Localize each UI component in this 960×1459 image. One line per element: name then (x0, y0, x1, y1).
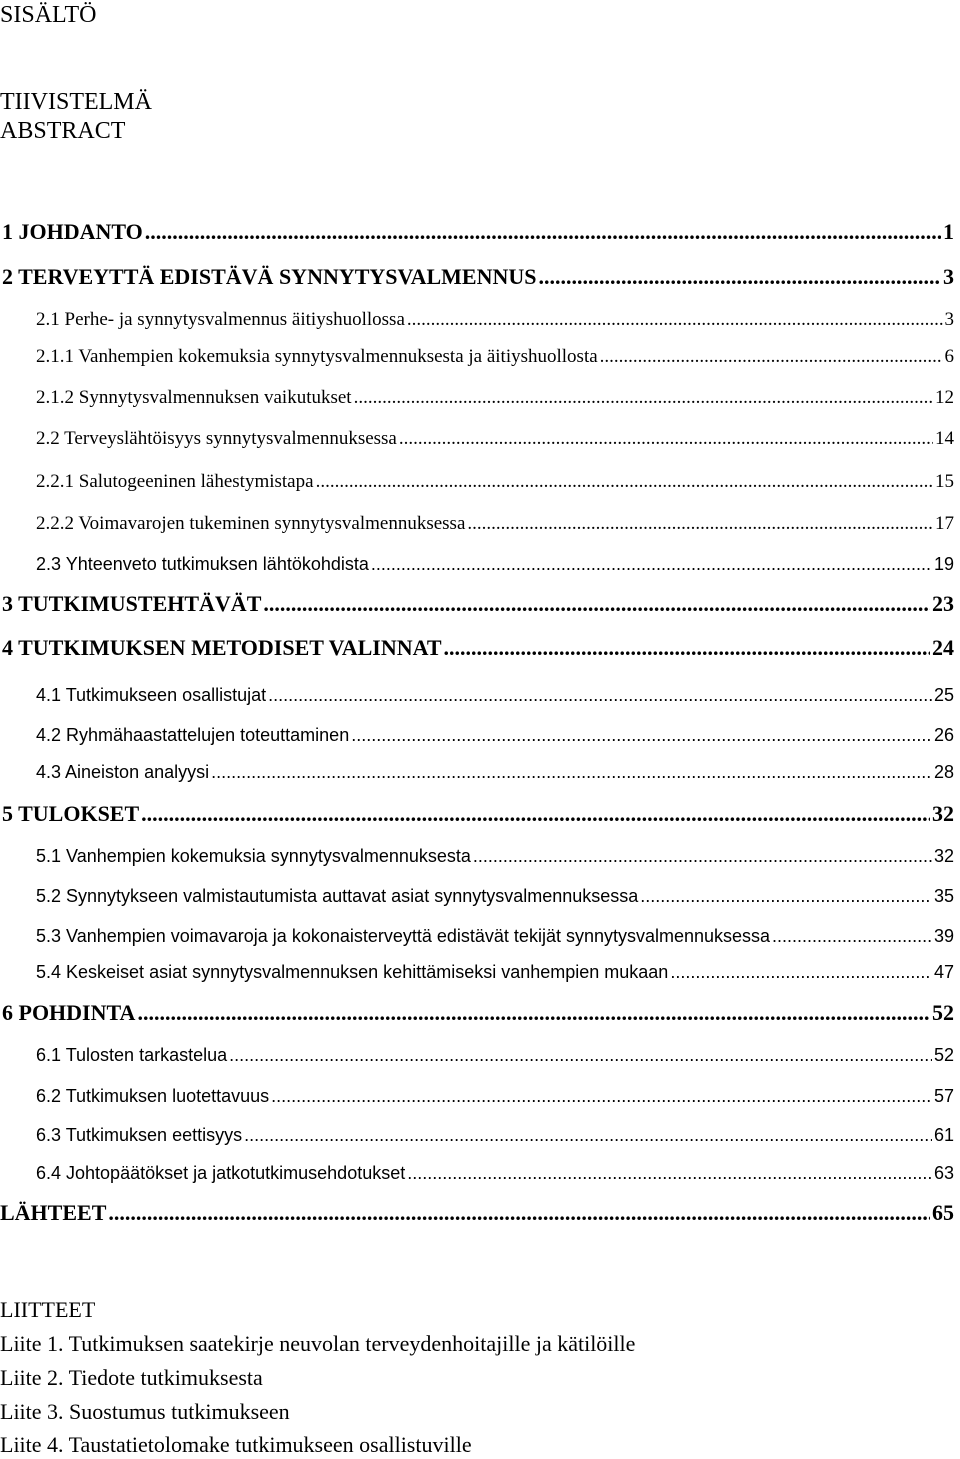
appendix-item: Liite 4. Taustatietolomake tutkimukseen osallistuville (0, 1432, 472, 1457)
toc-entry (2, 263, 954, 291)
toc-entry (2, 634, 954, 662)
toc-entry-page: 47 (933, 962, 954, 982)
toc-entry-title: 4.1 Tutkimukseen osallistujat (36, 685, 267, 705)
toc-entry-page: 32 (932, 801, 954, 826)
toc-dot-leader (263, 590, 930, 618)
toc-dot-leader (407, 306, 943, 334)
toc-entry-page: 15 (935, 471, 954, 492)
toc-entry-page: 19 (933, 554, 954, 574)
toc-entry-page: 28 (933, 762, 954, 782)
toc-entry-page: 14 (935, 428, 954, 449)
toc-entry (36, 510, 954, 538)
toc-entry-page: 3 (943, 264, 954, 289)
toc-dot-leader (268, 681, 932, 709)
toc-entry (36, 384, 954, 412)
toc-dot-leader (316, 468, 933, 496)
toc-entry (36, 721, 954, 749)
toc-entry-title: 4.3 Aineiston analyysi (36, 762, 210, 782)
toc-entry (36, 1041, 954, 1069)
toc-entry (36, 758, 954, 786)
toc-entry (2, 590, 954, 618)
toc-entry-title: 6.3 Tutkimuksen eettisyys (36, 1125, 243, 1145)
toc-entry-title: 6.4 Johtopäätökset ja jatkotutkimusehdotukset (36, 1163, 406, 1183)
toc-entry-title: 6 POHDINTA (2, 1000, 136, 1025)
toc-entry-title: 2.1 Perhe- ja synnytysvalmennus äitiyshuollossa (36, 309, 405, 330)
toc-entry-title: 3 TUTKIMUSTEHTÄVÄT (2, 591, 262, 616)
toc-dot-leader (399, 425, 933, 453)
toc-entry-page: 63 (933, 1163, 954, 1183)
toc-entry-title: 5.1 Vanhempien kokemuksia synnytysvalmennuksesta (36, 846, 471, 866)
toc-entry (36, 425, 954, 453)
toc-entry-title: 2.1.1 Vanhempien kokemuksia synnytysvalmennuksesta ja äitiyshuollosta (36, 346, 598, 367)
toc-entry-page: 52 (933, 1045, 954, 1065)
toc-entry-page: 35 (933, 886, 954, 906)
toc-entry-title: 5 TULOKSET (2, 801, 140, 826)
toc-dot-leader (351, 721, 932, 749)
toc-entry (36, 1082, 954, 1110)
toc-entry-page: 65 (932, 1200, 954, 1225)
toc-entry-title: 2.2 Terveyslähtöisyys synnytysvalmennuksessa (36, 428, 397, 449)
toc-entry-title: 2.2.1 Salutogeeninen lähestymistapa (36, 471, 314, 492)
toc-dot-leader (211, 758, 932, 786)
appendix-item: Liite 1. Tutkimuksen saatekirje neuvolan terveydenhoitajille ja kätilöille (0, 1331, 636, 1356)
toc-dot-leader (670, 958, 932, 986)
toc-dot-leader (229, 1041, 932, 1069)
toc-dot-leader (354, 384, 933, 412)
toc-entry-page: 61 (933, 1125, 954, 1145)
toc-entry-title: 4 TUTKIMUKSEN METODISET VALINNAT (2, 635, 442, 660)
toc-entry (2, 800, 954, 828)
toc-dot-leader (600, 343, 943, 371)
toc-entry (36, 343, 954, 371)
toc-entry-page: 26 (933, 725, 954, 745)
toc-dot-leader (772, 922, 932, 950)
toc-entry (0, 1199, 954, 1227)
toc-entry-page: 6 (944, 346, 954, 367)
appendix-item: Liite 2. Tiedote tutkimuksesta (0, 1365, 263, 1390)
toc-dot-leader (640, 882, 932, 910)
toc-dot-leader (141, 800, 930, 828)
front-matter-abstract-en: ABSTRACT (0, 118, 126, 144)
toc-dot-leader (467, 510, 933, 538)
toc-dot-leader (271, 1082, 932, 1110)
toc-entry-page: 23 (932, 591, 954, 616)
toc-dot-leader (137, 999, 930, 1027)
toc-entry-page: 39 (933, 926, 954, 946)
toc-entry-title: 5.2 Synnytykseen valmistautumista auttavat asiat synnytysvalmennuksessa (36, 886, 639, 906)
toc-entry-title: 6.1 Tulosten tarkastelua (36, 1045, 228, 1065)
toc-entry (2, 218, 954, 246)
toc-entry-title: 1 JOHDANTO (2, 219, 143, 244)
toc-entry-page: 3 (944, 309, 954, 330)
toc-entry-page: 12 (935, 387, 954, 408)
toc-entry-title: 2.2.2 Voimavarojen tukeminen synnytysvalmennuksessa (36, 513, 466, 534)
toc-entry (36, 1159, 954, 1187)
toc-entry-page: 17 (935, 513, 954, 534)
toc-entry-page: 57 (933, 1086, 954, 1106)
toc-dot-leader (108, 1199, 930, 1227)
toc-entry (36, 306, 954, 334)
toc-entry (36, 958, 954, 986)
front-matter-abstract-fi: TIIVISTELMÄ (0, 89, 152, 115)
toc-entry-title: 5.4 Keskeiset asiat synnytysvalmennuksen kehittämiseksi vanhempien mukaan (36, 962, 669, 982)
toc-entry (36, 550, 954, 578)
toc-entry-page: 25 (933, 685, 954, 705)
appendix-item: Liite 3. Suostumus tutkimukseen (0, 1399, 290, 1424)
toc-dot-leader (244, 1121, 932, 1149)
toc-entry-page: 24 (932, 635, 954, 660)
toc-dot-leader (407, 1159, 932, 1187)
toc-entry (36, 1121, 954, 1149)
toc-dot-leader (371, 550, 932, 578)
toc-entry (36, 922, 954, 950)
toc-entry (36, 468, 954, 496)
toc-dot-leader (538, 263, 941, 291)
toc-entry-title: 2.1.2 Synnytysvalmennuksen vaikutukset (36, 387, 352, 408)
toc-entry-page: 1 (943, 219, 954, 244)
toc-entry-title: LÄHTEET (0, 1200, 107, 1225)
toc-entry-title: 2 TERVEYTTÄ EDISTÄVÄ SYNNYTYSVALMENNUS (2, 264, 537, 289)
toc-entry-page: 52 (932, 1000, 954, 1025)
toc-entry (2, 999, 954, 1027)
toc-entry-title: 2.3 Yhteenveto tutkimuksen lähtökohdista (36, 554, 369, 574)
toc-entry (36, 842, 954, 870)
toc-dot-leader (473, 842, 932, 870)
toc-entry (36, 681, 954, 709)
toc-entry (36, 882, 954, 910)
toc-dot-leader (444, 634, 930, 662)
toc-entry-title: 5.3 Vanhempien voimavaroja ja kokonaisterveyttä edistävät tekijät synnytysvalmennuksessa (36, 926, 771, 946)
appendix-title: LIITTEET (0, 1297, 96, 1322)
toc-entry-title: 4.2 Ryhmähaastattelujen toteuttaminen (36, 725, 350, 745)
contents-title: SISÄLTÖ (0, 2, 97, 28)
toc-dot-leader (145, 218, 941, 246)
toc-entry-title: 6.2 Tutkimuksen luotettavuus (36, 1086, 270, 1106)
toc-entry-page: 32 (933, 846, 954, 866)
